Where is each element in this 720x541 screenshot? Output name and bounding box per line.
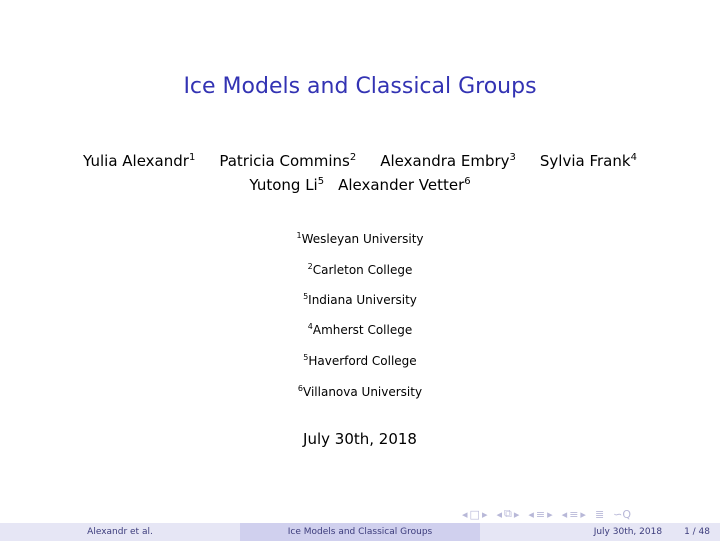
footer-date-page (480, 523, 720, 541)
affiliation: $^6$Villanova University (297, 384, 423, 399)
align-icon[interactable]: ≣ (594, 507, 605, 521)
nav-left-arrow-icon[interactable]: ◂ (462, 507, 468, 521)
slide-title: Ice Models and Classical Groups (183, 74, 537, 99)
nav-right-arrow-icon[interactable]: ▸ (580, 507, 586, 521)
footer-title: Ice Models and Classical Groups (240, 523, 480, 541)
nav-right-arrow-icon[interactable]: ▸ (513, 507, 520, 521)
footer-bar (0, 523, 720, 541)
nav-right-arrow-icon[interactable]: ▸ (481, 507, 488, 521)
author: Yutong Li$^5$ (249, 176, 325, 194)
author: Alexandra Embry$^3$ (380, 152, 516, 170)
nav-left-arrow-icon[interactable]: ◂ (496, 507, 502, 521)
presentation-date: July 30th, 2018 (303, 430, 417, 448)
nav-left-arrow-icon[interactable]: ◂ (561, 507, 568, 521)
frame-icon[interactable]: □ (469, 507, 480, 521)
footer-date: July 30th, 2018 (593, 527, 663, 537)
subsection-icon[interactable]: ≡ (569, 507, 579, 521)
author: Patricia Commins$^2$ (219, 152, 357, 170)
nav-right-arrow-icon[interactable]: ▸ (547, 507, 553, 521)
author: Yulia Alexandr$^1$ (83, 152, 196, 170)
affiliation: $^4$Amherst College (307, 322, 413, 337)
search-loop-icon[interactable]: ∽Q (613, 507, 632, 521)
footer-author: Alexandr et al. (0, 523, 240, 541)
nav-left-arrow-icon[interactable]: ◂ (528, 507, 534, 521)
author: Alexander Vetter$^6$ (338, 176, 471, 194)
subsection-icon[interactable]: ⧉ (504, 507, 512, 520)
footer-page-number: 1 / 48 (684, 527, 710, 537)
beamer-nav-symbols (462, 504, 633, 524)
section-icon[interactable]: ≡ (535, 507, 546, 521)
authors-line-2 (0, 176, 720, 194)
affiliation: $^1$Wesleyan University (296, 231, 424, 246)
affiliation: $^5$Haverford College (303, 353, 417, 368)
affiliation: $^5$Indiana University (303, 292, 417, 307)
author: Sylvia Frank$^4$ (539, 152, 637, 170)
affiliation: $^2$Carleton College (307, 262, 413, 277)
authors-line-1 (0, 152, 720, 170)
